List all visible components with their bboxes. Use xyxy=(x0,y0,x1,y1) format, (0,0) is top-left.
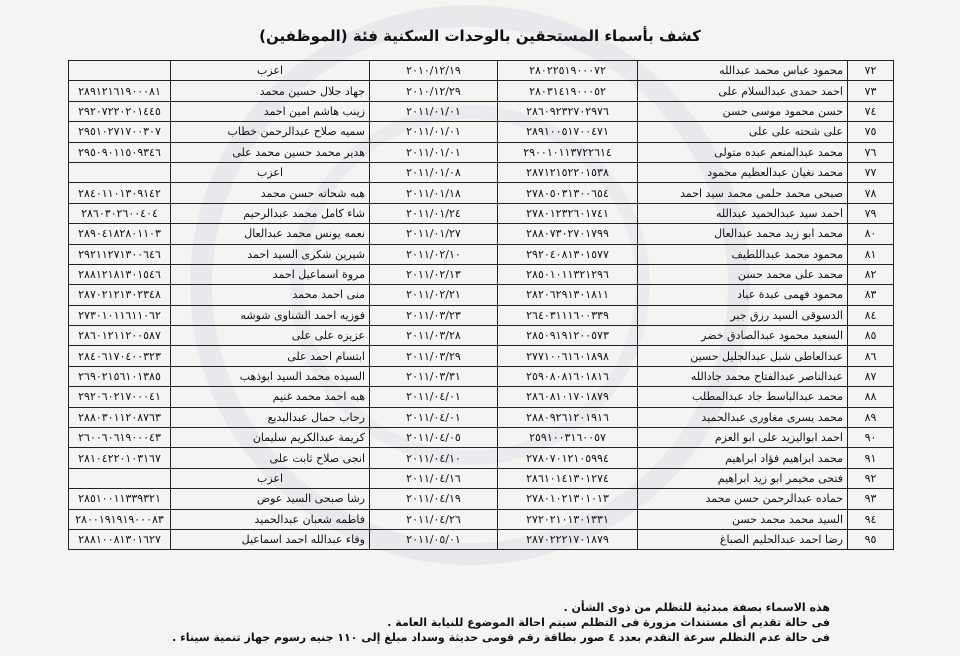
national-id: ٢٨٦١٠١٤١٣٠١٢٧٤ xyxy=(498,468,638,488)
note-line-3: فى حالة عدم التظلم سرعة التقدم بعدد ٤ صور بطاقة رقم قومى حديثة وسداد مبلغ إلى ١١٠ جنيه رسوم جهاز تنمية سيناء . xyxy=(172,631,830,644)
spouse-national-id: ٢٨٤٠١١٠١٣٠٩١٤٢ xyxy=(69,183,171,203)
table-row xyxy=(69,122,894,142)
spouse-national-id: ٢٨٦٠٣٠٢٦٠٠٤٠٤ xyxy=(69,203,171,223)
table-row xyxy=(69,407,894,427)
spouse-national-id xyxy=(69,162,171,182)
national-id: ٢٩٢٠٤٠٨١٣٠١٥٧٧ xyxy=(498,244,638,264)
table-row xyxy=(69,529,894,549)
table-row xyxy=(69,101,894,121)
spouse-name: شيرين شكرى السيد احمد xyxy=(171,244,370,264)
table-row xyxy=(69,468,894,488)
table-row xyxy=(69,203,894,223)
spouse-national-id: ٢٩٢١١٢٧١٣٠٠٦٤٦ xyxy=(69,244,171,264)
spouse-name: كريمة عبدالكريم سليمان xyxy=(171,428,370,448)
row-number: ٨٨ xyxy=(848,387,894,407)
application-date: ٢٠١١/٠٢/١٣ xyxy=(370,264,498,284)
national-id: ٢٧٨٠٧٠١٢١٠٥٩٩٤ xyxy=(498,448,638,468)
application-date: ٢٠١١/٠٣/٢٣ xyxy=(370,305,498,325)
spouse-national-id: ٢٨٩١٢١٦١٩٠٠٠٨١ xyxy=(69,81,171,101)
table-row xyxy=(69,326,894,346)
spouse-name: عزيزه على على xyxy=(171,326,370,346)
spouse-national-id: ٢٩٥٠٩٠١١٥٠٩٣٤٦ xyxy=(69,142,171,162)
note-line-1: هذه الاسماء بصفة مبدئية للتظلم من ذوى الشأن . xyxy=(563,601,830,614)
national-id: ٢٧٨٠٥٠٣١٣٠٠٦٥٤ xyxy=(498,183,638,203)
national-id: ٢٥٩٠٨٠٨١٦٠١٨١٦ xyxy=(498,366,638,386)
national-id: ٢٨٠٢٢٥١٩٠٠٠٧٢ xyxy=(498,61,638,81)
employee-name: السعيد محمود عبدالصادق خضر xyxy=(638,326,848,346)
employee-name: محمود عباس محمد عبدالله xyxy=(638,61,848,81)
application-date: ٢٠١١/٠١/٢٤ xyxy=(370,203,498,223)
spouse-name: فوزيه احمد الشناوى شوشه xyxy=(171,305,370,325)
national-id: ٢٨٨٠٧٣٠٢٧٠١٧٩٩ xyxy=(498,224,638,244)
table-row xyxy=(69,142,894,162)
application-date: ٢٠١١/٠٣/٣١ xyxy=(370,366,498,386)
row-number: ٨١ xyxy=(848,244,894,264)
application-date: ٢٠١١/٠٤/١٠ xyxy=(370,448,498,468)
spouse-national-id: ٢٨٠٠١٩١٩١٩٠٠٠٨٣ xyxy=(69,509,171,529)
row-number: ٧٦ xyxy=(848,142,894,162)
row-number: ٨٤ xyxy=(848,305,894,325)
employee-name: احمد ابواليزيد على ابو العزم xyxy=(638,428,848,448)
spouse-national-id: ٢٧٣٠١٠١١٦١١٠٦٢ xyxy=(69,305,171,325)
table-row xyxy=(69,489,894,509)
table-row xyxy=(69,224,894,244)
employee-name: عبدالعاطى شبل عبدالجليل حسين xyxy=(638,346,848,366)
row-number: ٩٣ xyxy=(848,489,894,509)
table-row xyxy=(69,366,894,386)
spouse-name: جهاد جلال حسين محمد xyxy=(171,81,370,101)
employee-name: السيد محمد محمد حسن xyxy=(638,509,848,529)
application-date: ٢٠١١/٠١/٢٧ xyxy=(370,224,498,244)
row-number: ٧٨ xyxy=(848,183,894,203)
marital-status: اعزب xyxy=(171,468,370,488)
spouse-name: شاء كامل محمد عبدالرحيم xyxy=(171,203,370,223)
marital-status: اعزب xyxy=(171,162,370,182)
national-id: ٢٨٧١٢١٥٢٢٠١٥٣٨ xyxy=(498,162,638,182)
application-date: ٢٠١١/٠١/٠١ xyxy=(370,142,498,162)
row-number: ٩١ xyxy=(848,448,894,468)
spouse-name: انجى صلاح ثابت على xyxy=(171,448,370,468)
row-number: ٨٠ xyxy=(848,224,894,244)
employee-name: محمد ابو زيد محمد عبدالعال xyxy=(638,224,848,244)
row-number: ٨٩ xyxy=(848,407,894,427)
row-number: ٨٣ xyxy=(848,285,894,305)
application-date: ٢٠١١/٠٤/٠١ xyxy=(370,407,498,427)
row-number: ٩٥ xyxy=(848,529,894,549)
national-id: ٢٧٧١٠٠٦١٦٠١٨٩٨ xyxy=(498,346,638,366)
national-id: ٢٧٨٠١٠٢١٣٠١٠١٣ xyxy=(498,489,638,509)
row-number: ٨٥ xyxy=(848,326,894,346)
spouse-name: ابتسام احمد على xyxy=(171,346,370,366)
employee-name: محمود محمد عبداللطيف xyxy=(638,244,848,264)
application-date: ٢٠١١/٠٤/١٩ xyxy=(370,489,498,509)
employee-name: عبدالناصر عبدالفتاح محمد جادالله xyxy=(638,366,848,386)
table-row xyxy=(69,448,894,468)
application-date: ٢٠١١/٠٥/٠١ xyxy=(370,529,498,549)
spouse-national-id xyxy=(69,61,171,81)
employee-name: محمد عبدالباسط جاد عبدالمطلب xyxy=(638,387,848,407)
spouse-name: هدير محمد حسين محمد على xyxy=(171,142,370,162)
row-number: ٨٧ xyxy=(848,366,894,386)
national-id: ٢٦٤٠٣١١١٦٠٠٣٣٩ xyxy=(498,305,638,325)
application-date: ٢٠١١/٠٢/٢١ xyxy=(370,285,498,305)
row-number: ٧٣ xyxy=(848,81,894,101)
application-date: ٢٠١١/٠٤/١٦ xyxy=(370,468,498,488)
spouse-national-id: ٢٨٤٠٦١٧٠٤٠٠٣٢٣ xyxy=(69,346,171,366)
spouse-national-id: ٢٨٨١٢١٨١٣٠١٥٤٦ xyxy=(69,264,171,284)
application-date: ٢٠١١/٠٣/٢٨ xyxy=(370,326,498,346)
table-row xyxy=(69,61,894,81)
spouse-national-id: ٢٨٦٠١٢١١٢٠٠٥٨٧ xyxy=(69,326,171,346)
employee-name: محمد نغيان عبدالعظيم محمود xyxy=(638,162,848,182)
note-line-2: فى حالة تقديم أى مستندات مزورة فى التظلم سيتم احالة الموضوع للنيابة العامة . xyxy=(387,616,830,629)
spouse-national-id: ٢٨١٠٤٢٢٠١٠٣١٦٧ xyxy=(69,448,171,468)
spouse-name: نعمه يونس محمد عبدالعال xyxy=(171,224,370,244)
table-row xyxy=(69,428,894,448)
table-row xyxy=(69,285,894,305)
employee-name: حماده عبدالرحمن حسن محمد xyxy=(638,489,848,509)
application-date: ٢٠١١/٠٣/٢٩ xyxy=(370,346,498,366)
table-row xyxy=(69,162,894,182)
employee-name: محمود فهمى عبدة عباد xyxy=(638,285,848,305)
spouse-name: وفاء عبدالله احمد اسماعيل xyxy=(171,529,370,549)
spouse-name: مروة اسماعيل احمد xyxy=(171,264,370,284)
national-id: ٢٥٩١٠٠٣١٦٠٠٥٧ xyxy=(498,428,638,448)
national-id: ٢٨٥٠٩١٩١٢٠٠٥٧٣ xyxy=(498,326,638,346)
table-row xyxy=(69,509,894,529)
table-row xyxy=(69,305,894,325)
table-row xyxy=(69,264,894,284)
spouse-name: سميه صلاح عبدالرحمن خطاب xyxy=(171,122,370,142)
employee-name: محمد يسرى مغاورى عبدالحميد xyxy=(638,407,848,427)
table-row xyxy=(69,81,894,101)
spouse-name: هبه احمد محمد غنيم xyxy=(171,387,370,407)
row-number: ٩٢ xyxy=(848,468,894,488)
employee-name: الدسوقى السيد رزق جبر xyxy=(638,305,848,325)
row-number: ٧٢ xyxy=(848,61,894,81)
row-number: ٨٢ xyxy=(848,264,894,284)
spouse-name: رحاب جمال عبدالبديع xyxy=(171,407,370,427)
spouse-name: رشا صبحى السيد عوض xyxy=(171,489,370,509)
table-row xyxy=(69,387,894,407)
national-id: ٢٧٨٠١٢٣٢٦٠١٧٤١ xyxy=(498,203,638,223)
national-id: ٢٧٢٠٢١٠١٣٠١٣٣١ xyxy=(498,509,638,529)
table-row xyxy=(69,183,894,203)
employee-name: حسن محمود موسى حسن xyxy=(638,101,848,121)
spouse-name: منى احمد محمد xyxy=(171,285,370,305)
spouse-national-id: ٢٨٨١٠٠٨١٣٠١٦٢٧ xyxy=(69,529,171,549)
beneficiaries-table xyxy=(68,60,894,550)
employee-name: محمد على محمد حسن xyxy=(638,264,848,284)
national-id: ٢٨٢٠٦٢٩١٣٠١٨١١ xyxy=(498,285,638,305)
row-number: ٧٤ xyxy=(848,101,894,121)
row-number: ٩٤ xyxy=(848,509,894,529)
table-row xyxy=(69,244,894,264)
national-id: ٢٨٨٠٩٢٦١٢٠١٩١٦ xyxy=(498,407,638,427)
application-date: ٢٠١١/٠١/٠١ xyxy=(370,101,498,121)
row-number: ٧٥ xyxy=(848,122,894,142)
spouse-national-id: ٢٩٥١٠٢٧١٧٠٠٣٠٧ xyxy=(69,122,171,142)
employee-name: احمد حمدى عبدالسلام على xyxy=(638,81,848,101)
row-number: ٩٠ xyxy=(848,428,894,448)
application-date: ٢٠١١/٠٤/٠١ xyxy=(370,387,498,407)
spouse-name: فاطمه شعبان عبدالحميد xyxy=(171,509,370,529)
spouse-name: زينب هاشم امين احمد xyxy=(171,101,370,121)
spouse-national-id: ٢٩٢٠٧٢٢٠٢٠١٤٤٥ xyxy=(69,101,171,121)
national-id: ٢٨٠٣١٤١٩٠٠٠٥٢ xyxy=(498,81,638,101)
application-date: ٢٠١١/٠٢/١٠ xyxy=(370,244,498,264)
application-date: ٢٠١٠/١٢/١٩ xyxy=(370,61,498,81)
employee-name: احمد سيد عبدالحميد عبدالله xyxy=(638,203,848,223)
application-date: ٢٠١١/٠١/٠١ xyxy=(370,122,498,142)
spouse-national-id: ٢٨٨٠٣٠١١٢٠٨٧٦٣ xyxy=(69,407,171,427)
national-id: ٢٨٧٠٢٢٢١٧٠١٨٧٩ xyxy=(498,529,638,549)
row-number: ٧٩ xyxy=(848,203,894,223)
notes xyxy=(130,600,830,645)
national-id: ٢٨٥٠١٠١١٣٢١٢٩٦ xyxy=(498,264,638,284)
national-id: ٢٨٦٠٩٢٣٢٧٠٢٩٧٦ xyxy=(498,101,638,121)
page-title: كشف بأسماء المستحقين بالوحدات السكنية فئة (الموظفين) xyxy=(259,27,701,45)
employee-name: فتحى مخيمر ابو زيد ابراهيم xyxy=(638,468,848,488)
spouse-national-id: ٢٨٧٠٢١٢١٣٠٢٣٤٨ xyxy=(69,285,171,305)
application-date: ٢٠١١/٠٤/٠٥ xyxy=(370,428,498,448)
spouse-national-id: ٢٦٠٠٦٠٦١٩٠٠٠٤٣ xyxy=(69,428,171,448)
spouse-name: هبه شحاته حسن محمد xyxy=(171,183,370,203)
table-row xyxy=(69,346,894,366)
spouse-national-id: ٢٨٩٠٤١٨٢٨٠١١٠٣ xyxy=(69,224,171,244)
application-date: ٢٠١٠/١٢/٢٩ xyxy=(370,81,498,101)
spouse-national-id: ٢٩٢٠٦٠٢١٧٠٠٠٤١ xyxy=(69,387,171,407)
employee-name: صبحى محمد حلمى محمد سيد احمد xyxy=(638,183,848,203)
application-date: ٢٠١١/٠١/٠٨ xyxy=(370,162,498,182)
employee-name: محمد عبدالمنعم عبده متولى xyxy=(638,142,848,162)
spouse-name: السيده محمد السيد ابوذهب xyxy=(171,366,370,386)
employee-name: رضا احمد عبدالحليم الصباغ xyxy=(638,529,848,549)
marital-status: اعزب xyxy=(171,61,370,81)
row-number: ٧٧ xyxy=(848,162,894,182)
spouse-national-id xyxy=(69,468,171,488)
employee-name: محمد ابراهيم فؤاد ابراهيم xyxy=(638,448,848,468)
national-id: ٢٨٩١٠٠٥١٧٠٠٤٧١ xyxy=(498,122,638,142)
spouse-national-id: ٢٨٥١٠٠١١٣٣٩٣٢١ xyxy=(69,489,171,509)
employee-name: على شحته على على xyxy=(638,122,848,142)
national-id: ٢٩٠٠١٠١١٣٧٢٢٦١٤ xyxy=(498,142,638,162)
application-date: ٢٠١١/٠١/١٨ xyxy=(370,183,498,203)
spouse-national-id: ٢٦٩٠٢١٥٦١٠١٣٨٥ xyxy=(69,366,171,386)
row-number: ٨٦ xyxy=(848,346,894,366)
national-id: ٢٨٦٠٨١٠١٧٠١٨٧٩ xyxy=(498,387,638,407)
application-date: ٢٠١١/٠٤/٢٦ xyxy=(370,509,498,529)
